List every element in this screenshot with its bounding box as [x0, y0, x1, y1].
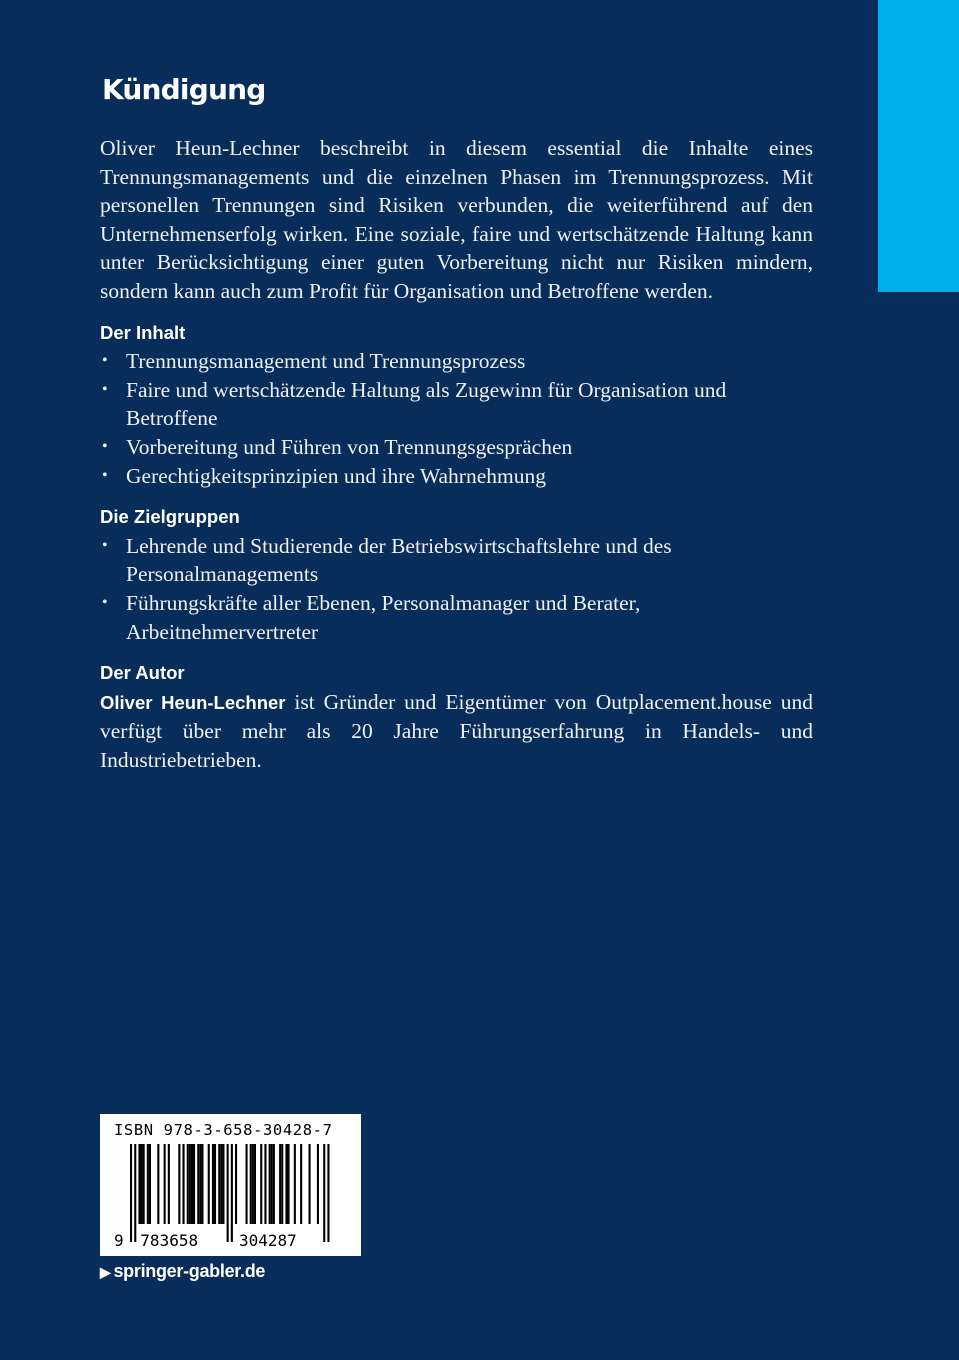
book-title: Kündigung — [102, 73, 266, 106]
barcode-digits: 783658 — [140, 1231, 199, 1250]
barcode-bar — [288, 1144, 290, 1224]
barcode-bar — [191, 1144, 193, 1224]
barcode-bar — [193, 1144, 195, 1224]
author-paragraph — [100, 688, 813, 775]
barcode-bar — [214, 1144, 216, 1224]
barcode-bar — [294, 1144, 296, 1224]
barcode-bar — [309, 1144, 311, 1224]
barcode-bar — [201, 1144, 203, 1224]
barcode-bar — [199, 1144, 201, 1224]
barcode-bar — [189, 1144, 191, 1224]
bullet-icon: • — [102, 380, 108, 398]
barcode-bar — [143, 1144, 145, 1224]
barcode-bar — [252, 1144, 254, 1224]
list-item-text: Lehrende und Studierende der Betriebswirtschaftslehre und des Personalmanagements — [126, 533, 672, 587]
barcode-bar — [197, 1144, 199, 1224]
barcode-digits: 9 — [114, 1231, 124, 1250]
barcode-bar — [317, 1144, 319, 1224]
arrow-right-icon: ▶ — [100, 1264, 111, 1280]
barcode-bar — [300, 1144, 302, 1224]
barcode-bar — [271, 1144, 273, 1224]
back-cover-text — [100, 70, 813, 774]
barcode-bar — [141, 1144, 143, 1224]
bullet-icon: • — [102, 352, 108, 370]
barcode-bar — [279, 1144, 281, 1224]
barcode-bar — [134, 1144, 136, 1242]
publisher-url: springer-gabler.de — [113, 1261, 266, 1281]
list-item-text: Trennungsmanagement und Trennungsprozess — [126, 349, 526, 374]
isbn-barcode — [100, 1114, 361, 1256]
barcode-bar — [183, 1144, 185, 1224]
barcode-bar — [130, 1144, 132, 1242]
barcode-bar — [273, 1144, 275, 1224]
barcode-bar — [235, 1144, 237, 1224]
barcode-bar — [264, 1144, 266, 1224]
bullet-icon: • — [102, 593, 108, 611]
publisher-link[interactable] — [100, 1261, 265, 1282]
list-item — [100, 347, 813, 376]
barcode-bar — [147, 1144, 149, 1224]
barcode-bar — [149, 1144, 151, 1224]
intro-paragraph: Oliver Heun-Lechner beschreibt in diesem essential die Inhalte eines Trennungsmanagements und die einzelnen Phasen im Trennungsprozess. Mit personellen Trennungen sind Risiken verbunden, die weiterführend auf den Unternehmenserfolg wirken. Eine soziale, faire und wertschätzende Haltung kann unter Berücksichtigung einer guten Vorbereitung nicht nur Risiken mindern, sondern kann auch zum Profit für Organisation und Betroffene werden. — [100, 136, 813, 303]
barcode-bar — [212, 1144, 214, 1224]
barcode-bar — [281, 1144, 283, 1224]
list-item — [100, 433, 813, 462]
barcode-bar — [157, 1144, 159, 1224]
barcode-bar — [285, 1144, 287, 1224]
barcode-bar — [222, 1144, 224, 1224]
barcode-bar — [178, 1144, 180, 1224]
barcode-bar — [168, 1144, 170, 1224]
barcode-bar — [231, 1144, 233, 1242]
contents-heading: Der Inhalt — [100, 321, 186, 343]
list-item-text: Vorbereitung und Führen von Trennungsgesprächen — [126, 434, 573, 459]
barcode-bar — [208, 1144, 210, 1224]
list-item-text: Gerechtigkeitsprinzipien und ihre Wahrnehmung — [126, 463, 546, 488]
target-groups-list — [100, 532, 813, 646]
author-heading: Der Autor — [100, 662, 185, 684]
barcode-graphic — [100, 1114, 361, 1256]
bullet-icon: • — [102, 466, 108, 484]
barcode-bar — [218, 1144, 220, 1224]
author-name: Oliver Heun-Lechner — [100, 691, 286, 713]
barcode-bar — [250, 1144, 252, 1224]
barcode-bar — [260, 1144, 262, 1224]
list-item-text: Führungskräfte aller Ebenen, Personalmanager und Berater, Arbeitnehmervertreter — [126, 590, 641, 644]
bullet-icon: • — [102, 536, 108, 554]
barcode-bar — [254, 1144, 256, 1224]
barcode-bar — [246, 1144, 248, 1224]
list-item — [100, 376, 813, 433]
list-item — [100, 589, 813, 646]
barcode-bar — [269, 1144, 271, 1224]
target-groups-heading: Die Zielgruppen — [100, 506, 240, 528]
barcode-digits: 304287 — [239, 1231, 297, 1250]
barcode-bar — [227, 1144, 229, 1242]
barcode-bar — [220, 1144, 222, 1224]
list-item — [100, 462, 813, 491]
accent-color-bar — [878, 0, 959, 292]
barcode-bar — [323, 1144, 325, 1242]
contents-list — [100, 347, 813, 490]
barcode-bar — [187, 1144, 189, 1224]
bullet-icon: • — [102, 437, 108, 455]
isbn-label: ISBN 978-3-658-30428-7 — [114, 1121, 333, 1139]
barcode-bar — [138, 1144, 140, 1224]
list-item — [100, 532, 813, 589]
barcode-bar — [164, 1144, 166, 1224]
list-item-text: Faire und wertschätzende Haltung als Zugewinn für Organisation und Betroffene — [126, 377, 727, 431]
author-bio: ist Gründer und Eigentümer von Outplacement.house und verfügt über mehr als 20 Jahre Führungserfahrung in Handels- und Industriebetrieben. — [100, 689, 813, 772]
barcode-bar — [327, 1144, 329, 1242]
